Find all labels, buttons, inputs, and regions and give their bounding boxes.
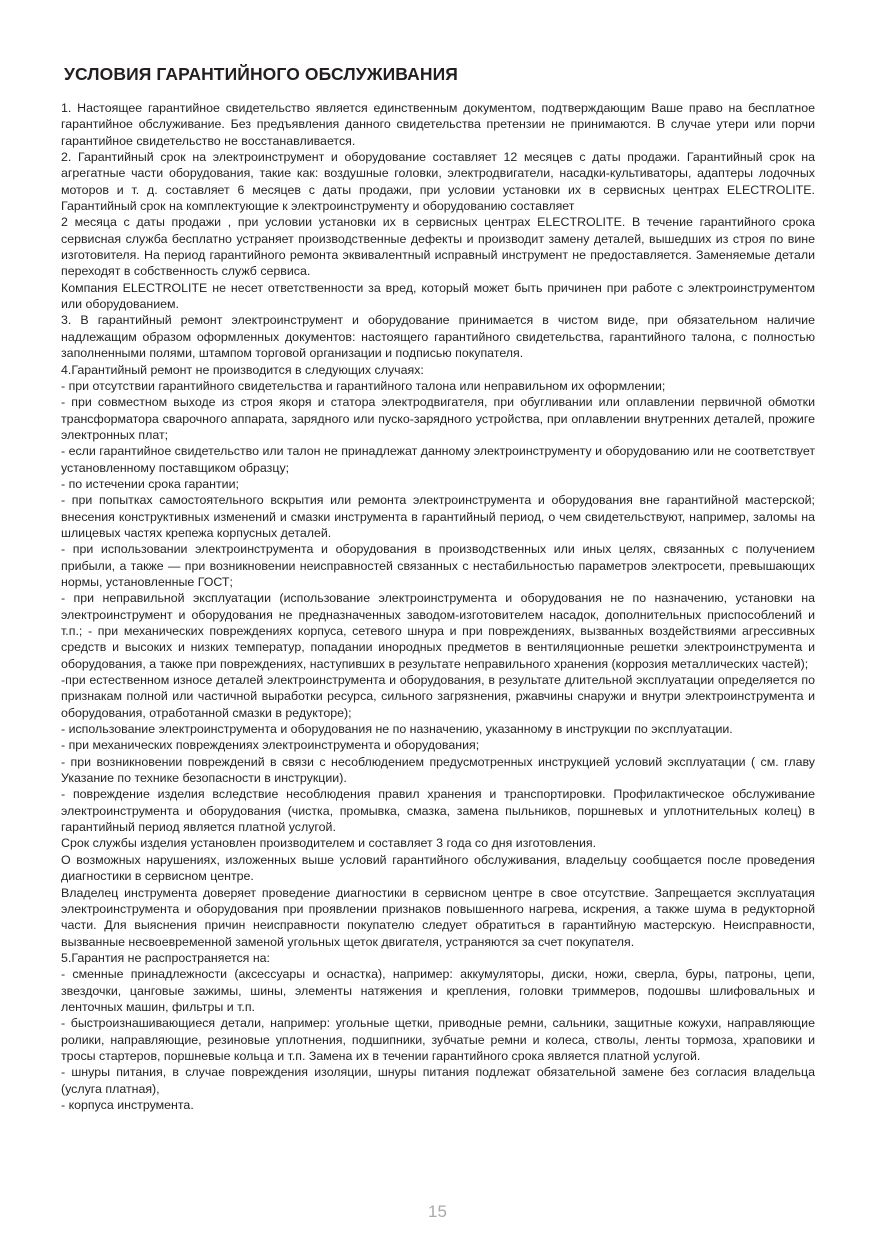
paragraph: - по истечении срока гарантии; [61,476,239,491]
paragraph: 5.Гарантия не распространяется на: [61,950,271,965]
paragraph: Срок службы изделия установлен производителем и составляет 3 года со дня изготовления. [61,836,597,851]
paragraph: 2. Гарантийный срок на электроинструмент и оборудование составляет 12 месяцев с даты продажи. Гарантийный срок на агрегатные части оборудования, такие как: воздушные головки, электродвигатели, насадки-культиваторы, адаптеры лодочных моторов и т. д. составляет 6 месяцев с даты продажи, при условии установки их в сервисных центрах ELECTROLITE. Гарантийный срок на комплектующие к электроинструменту и оборудованию составляет [61,150,815,214]
paragraph: - быстроизнашивающиеся детали, например: угольные щетки, приводные ремни, сальники, защитные кожухи, направляющие ролики, направляющие, резиновые уплотнения, подшипники, зубчатые ремни и колеса, стволы, ленты тормоза, храповики и тросы стартеров, поршневые кольца и т.п. Замена их в течении гарантийного срока является платной услугой. [61,1016,815,1063]
paragraph: Владелец инструмента доверяет проведение диагностики в сервисном центре в свое отсутствие. Запрещается эксплуатация электроинструмента и оборудования при проявлении признаков повышенного нагрева, искрения, а также шума в редукторной части. Для выяснения причин неисправности покупателю следует обратиться в гарантийную мастерскую. Неисправности, вызванные несвоевременной заменой угольных щеток двигателя, устраняются за счет покупателя. [61,885,815,949]
paragraph: - при отсутствии гарантийного свидетельства и гарантийного талона или неправильном их оформлении; [61,378,666,393]
paragraph: О возможных нарушениях, изложенных выше условий гарантийного обслуживания, владельцу сообщается после проведения диагностики в сервисном центре. [61,852,815,884]
paragraph: 4.Гарантийный ремонт не производится в следующих случаях: [61,362,424,377]
paragraph: - при использовании электроинструмента и оборудования в производственных или иных целях, связанных с получением прибыли, а также — при возникновении неисправностей связанных с нестабильностью параметров электросети, превышающих нормы, установленные ГОСТ; [61,542,815,589]
paragraph: -при естественном износе деталей электроинструмента и оборудования, в результате длительной эксплуатации определяется по признакам полной или частичной выработки ресурса, сильного загрязнения, ржавчины снаружи и внутри электроинструмента и оборудования, отработанной смазки в редукторе); [61,673,815,720]
warranty-terms-body [61,100,815,1113]
paragraph: - при неправильной эксплуатации (использование электроинструмента и оборудования не по назначению, установки на электроинструмент и оборудования не предназначенных заводом-изготовителем насадок, дополнительных приспособлений и т.п.; - при механических повреждениях корпуса, сетевого шнура и при повреждениях, вызванных воздействиями агрессивных средств и высоких и низких температур, попадании инородных предметов в вентиляционные решетки электроинструмента и оборудования, а также при повреждениях, наступивших в результате неправильного хранения (коррозия металлических частей); [61,591,815,671]
paragraph: - повреждение изделия вследствие несоблюдения правил хранения и транспортировки. Профилактическое обслуживание электроинструмента и оборудования (чистка, промывка, смазка, замена пыльников, поршневых и уплотнительных колец) в гарантийный период является платной услугой. [61,787,815,835]
paragraph: 2 месяца с даты продажи , при условии установки их в сервисных центрах ELECTROLITE. В течение гарантийного срока сервисная служба бесплатно устраняет производственные дефекты и производит замену деталей, вышедших из строя по вине изготовителя. На период гарантийного ремонта эквивалентный исправный инструмент не предоставляется. Заменяемые детали переходят в собственность служб сервиса. [61,215,815,279]
paragraph: - использование электроинструмента и оборудования не по назначению, указанному в инструкции по эксплуатации. [61,722,733,737]
paragraph: - если гарантийное свидетельство или талон не принадлежат данному электроинструменту и оборудованию или не соответствует установленному поставщиком образцу; [61,444,815,475]
paragraph: 1. Настоящее гарантийное свидетельство является единственным документом, подтверждающим Ваше право на бесплатное гарантийное обслуживание. Без предъявления данного свидетельства претензии не принимаются. В случае утери или порчи гарантийное свидетельство не восстанавливается. [61,101,815,148]
paragraph: - при совместном выходе из строя якоря и статора электродвигателя, при обугливании или оплавлении первичной обмотки трансформатора сварочного аппарата, зарядного или пуско-зарядного устройства, при оплавлении внутренних деталей, прожиге электронных плат; [61,395,815,442]
paragraph: - корпуса инструмента. [61,1097,194,1112]
paragraph: - при механических повреждениях электроинструмента и оборудования; [61,738,480,753]
paragraph: Компания ELECTROLITE не несет ответственности за вред, который может быть причинен при работе с электроинструментом или оборудованием. [61,280,815,312]
page-title: УСЛОВИЯ ГАРАНТИЙНОГО ОБСЛУЖИВАНИЯ [64,64,458,84]
paragraph: - сменные принадлежности (аксессуары и оснастка), например: аккумуляторы, диски, ножи, сверла, буры, патроны, цепи, звездочки, цанговые зажимы, шины, элементы натяжения и крепления, головки триммеров, подошвы шлифовальных и ленточных машин, фильтры и т.п. [61,967,815,1014]
paragraph: - при возникновении повреждений в связи с несоблюдением предусмотренных инструкцией условий эксплуатации ( см. главу Указание по технике безопасности в инструкции). [61,754,815,786]
paragraph: - при попытках самостоятельного вскрытия или ремонта электроинструмента и оборудования вне гарантийной мастерской; внесения конструктивных изменений и смазки инструмента в гарантийный период, о чем свидетельствуют, например, заломы на шлицевых частях крепежа корпусных деталей. [61,493,815,540]
paragraph: 3. В гарантийный ремонт электроинструмент и оборудование принимается в чистом виде, при обязательном наличие надлежащим образом оформленных документов: настоящего гарантийного свидетельства, гарантийного талона, с полностью заполненными полями, штампом торговой организации и подписью покупателя. [61,313,815,361]
paragraph: - шнуры питания, в случае повреждения изоляции, шнуры питания подлежат обязательной замене без согласия владельца (услуга платная), [61,1065,815,1096]
page-number: 15 [428,1202,447,1221]
